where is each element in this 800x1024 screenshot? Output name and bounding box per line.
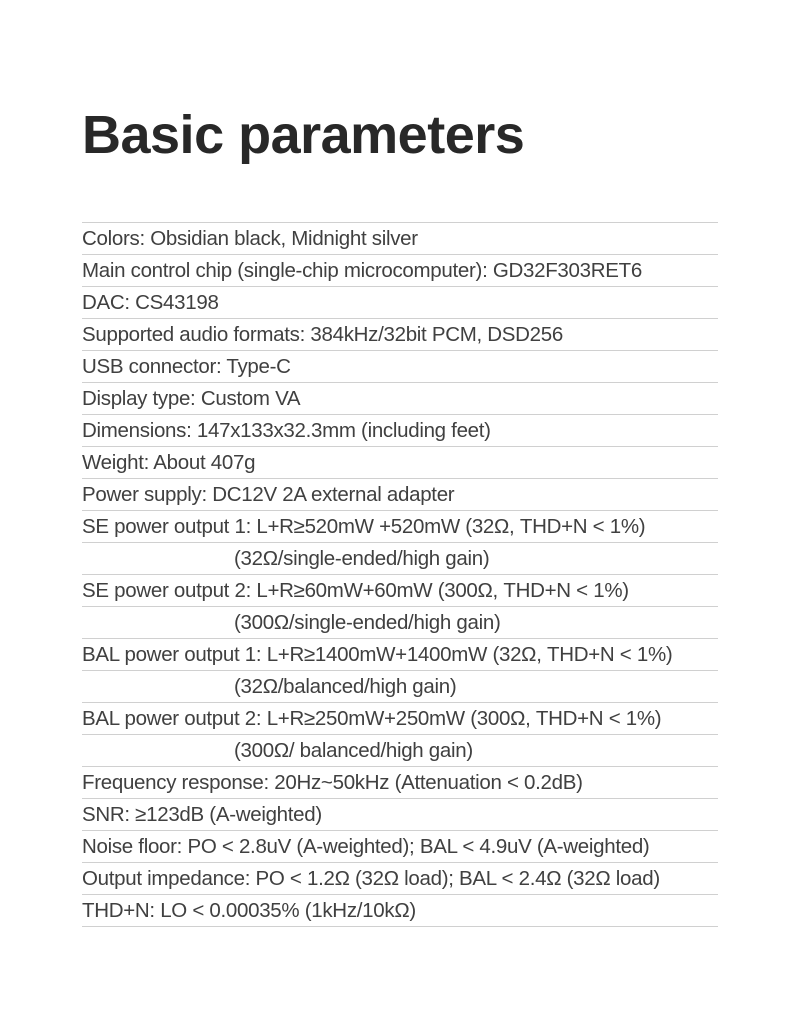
spec-row-weight: Weight: About 407g	[82, 447, 718, 479]
spec-row-thd-n: THD+N: LO < 0.00035% (1kHz/10kΩ)	[82, 895, 718, 927]
spec-row-bal-power-output-2-note: (300Ω/ balanced/high gain)	[82, 735, 718, 767]
page-title: Basic parameters	[82, 105, 525, 165]
spec-row-frequency-response: Frequency response: 20Hz~50kHz (Attenuation < 0.2dB)	[82, 767, 718, 799]
spec-row-dimensions: Dimensions: 147x133x32.3mm (including feet)	[82, 415, 718, 447]
spec-row-display-type: Display type: Custom VA	[82, 383, 718, 415]
spec-list	[82, 222, 718, 927]
spec-row-se-power-output-2: SE power output 2: L+R≥60mW+60mW (300Ω, THD+N < 1%)	[82, 575, 718, 607]
spec-row-output-impedance: Output impedance: PO < 1.2Ω (32Ω load); BAL < 2.4Ω (32Ω load)	[82, 863, 718, 895]
spec-row-main-control-chip: Main control chip (single-chip microcomputer): GD32F303RET6	[82, 255, 718, 287]
spec-row-usb-connector: USB connector: Type-C	[82, 351, 718, 383]
spec-row-se-power-output-1: SE power output 1: L+R≥520mW +520mW (32Ω, THD+N < 1%)	[82, 511, 718, 543]
spec-row-snr: SNR: ≥123dB (A-weighted)	[82, 799, 718, 831]
spec-row-bal-power-output-1: BAL power output 1: L+R≥1400mW+1400mW (32Ω, THD+N < 1%)	[82, 639, 718, 671]
spec-row-bal-power-output-2: BAL power output 2: L+R≥250mW+250mW (300Ω, THD+N < 1%)	[82, 703, 718, 735]
spec-row-se-power-output-2-note: (300Ω/single-ended/high gain)	[82, 607, 718, 639]
spec-row-dac: DAC: CS43198	[82, 287, 718, 319]
spec-row-bal-power-output-1-note: (32Ω/balanced/high gain)	[82, 671, 718, 703]
spec-row-audio-formats: Supported audio formats: 384kHz/32bit PCM, DSD256	[82, 319, 718, 351]
spec-row-se-power-output-1-note: (32Ω/single-ended/high gain)	[82, 543, 718, 575]
spec-row-power-supply: Power supply: DC12V 2A external adapter	[82, 479, 718, 511]
spec-row-colors: Colors: Obsidian black, Midnight silver	[82, 223, 718, 255]
spec-row-noise-floor: Noise floor: PO < 2.8uV (A-weighted); BAL < 4.9uV (A-weighted)	[82, 831, 718, 863]
